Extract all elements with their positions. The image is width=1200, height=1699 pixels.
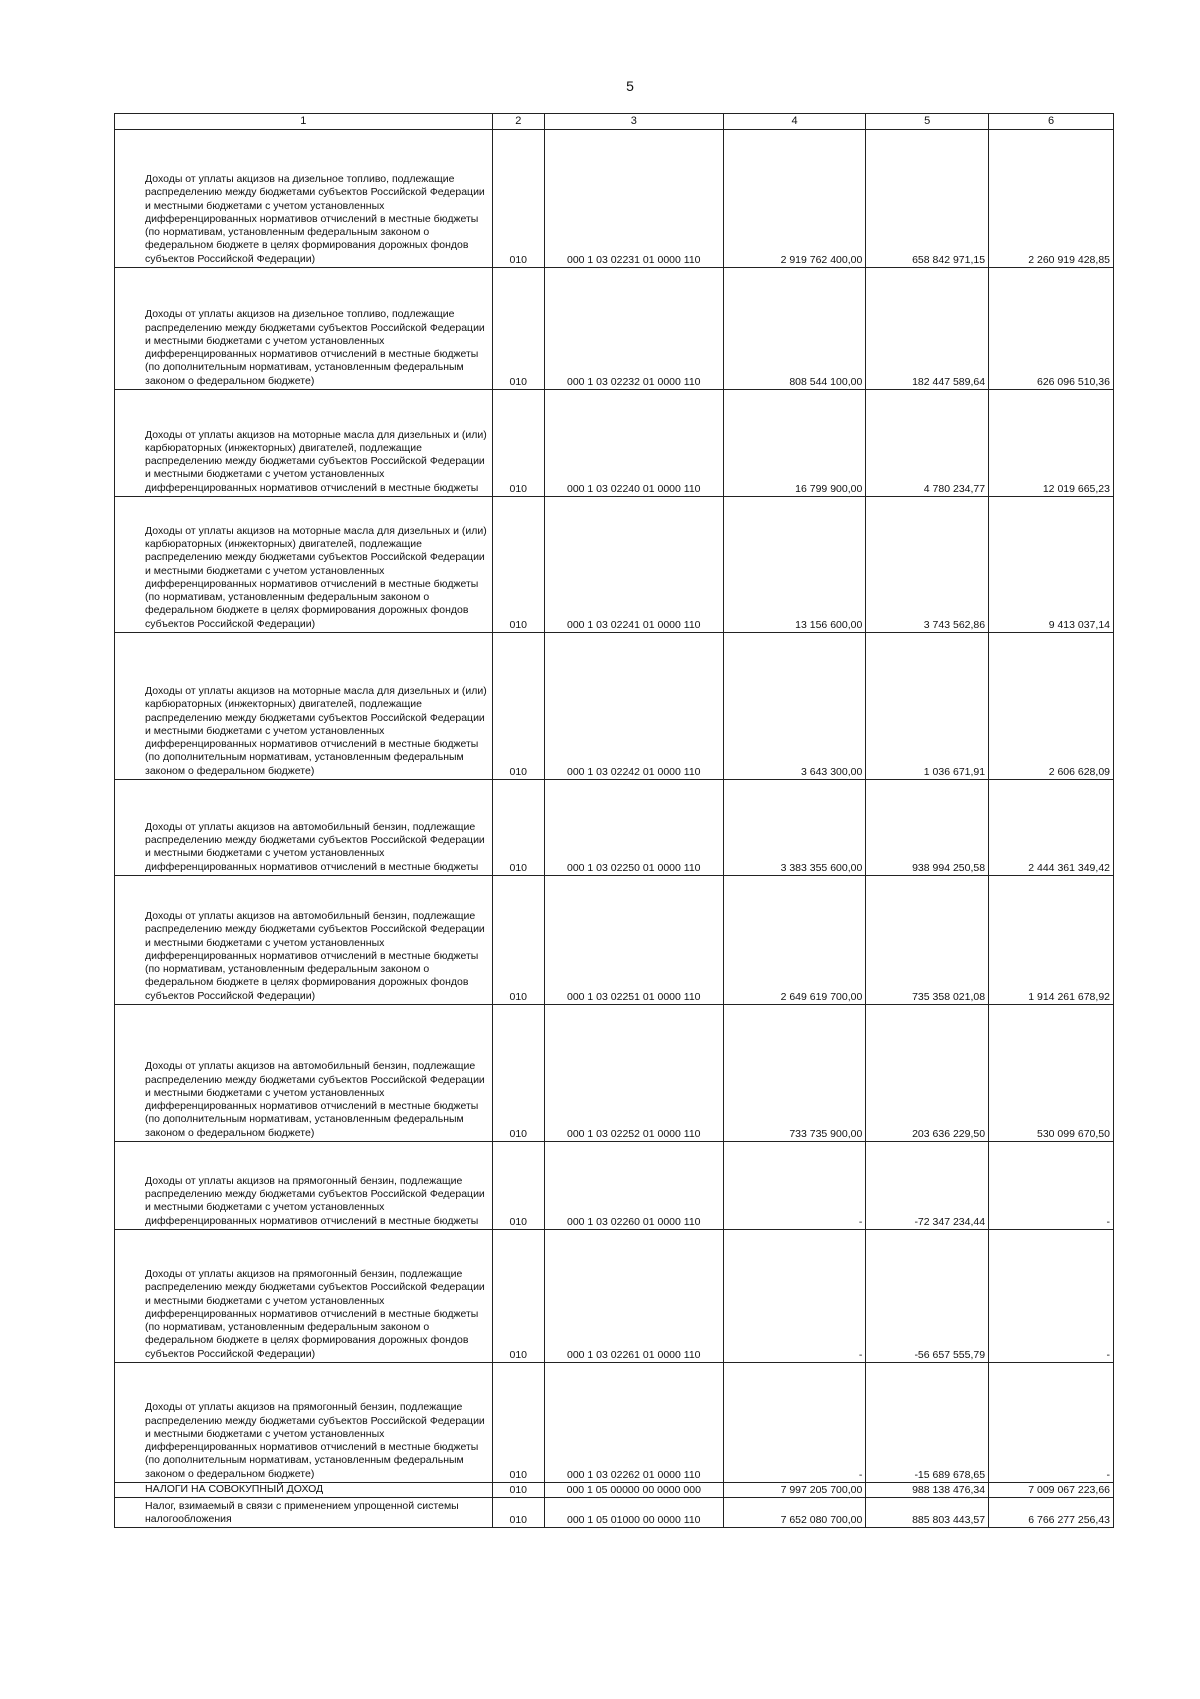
- table-row: [115, 130, 1114, 268]
- row-line-code: 010: [492, 1363, 544, 1483]
- row-description: Доходы от уплаты акцизов на моторные масла для дизельных и (или) карбюраторных (инжекторных) двигателей, подлежащие распределению между бюджетами субъектов Российской Федерации и местными бюджетами с учетом установленных дифференцированных нормативов отчислений в местные бюджеты: [115, 390, 493, 497]
- row-line-code: 010: [492, 876, 544, 1005]
- row-line-code: 010: [492, 1498, 544, 1528]
- income-table: [114, 113, 1114, 1528]
- row-description: Доходы от уплаты акцизов на дизельное топливо, подлежащие распределению между бюджетами субъектов Российской Федерации и местными бюджетами с учетом установленных дифференцированных нормативов отчислений в местные бюджеты (по нормативам, установленным федеральным законом о федеральном бюджете в целях формирования дорожных фондов субъектов Российской Федерации): [115, 130, 493, 268]
- row-budget-code: 000 1 03 02250 01 0000 110: [544, 780, 723, 876]
- row-budget-code: 000 1 03 02262 01 0000 110: [544, 1363, 723, 1483]
- row-approved-amount: 13 156 600,00: [723, 497, 866, 633]
- table-row: [115, 1005, 1114, 1142]
- row-budget-code: 000 1 03 02232 01 0000 110: [544, 268, 723, 390]
- row-executed-amount: 885 803 443,57: [866, 1498, 989, 1528]
- row-approved-amount: -: [723, 1230, 866, 1363]
- row-unexecuted-amount: -: [989, 1230, 1114, 1363]
- row-approved-amount: 16 799 900,00: [723, 390, 866, 497]
- row-line-code: 010: [492, 268, 544, 390]
- row-budget-code: 000 1 05 00000 00 0000 000: [544, 1483, 723, 1498]
- row-description: Налог, взимаемый в связи с применением упрощенной системы налогообложения: [115, 1498, 493, 1528]
- row-budget-code: 000 1 03 02241 01 0000 110: [544, 497, 723, 633]
- row-description: Доходы от уплаты акцизов на дизельное топливо, подлежащие распределению между бюджетами субъектов Российской Федерации и местными бюджетами с учетом установленных дифференцированных нормативов отчислений в местные бюджеты (по дополнительным нормативам, установленным федеральным законом о федеральном бюджете): [115, 268, 493, 390]
- row-approved-amount: 7 652 080 700,00: [723, 1498, 866, 1528]
- table-row: [115, 1498, 1114, 1528]
- row-executed-amount: 4 780 234,77: [866, 390, 989, 497]
- table-row: [115, 1363, 1114, 1483]
- row-line-code: 010: [492, 497, 544, 633]
- row-unexecuted-amount: 12 019 665,23: [989, 390, 1114, 497]
- column-header-5: 5: [866, 114, 989, 130]
- row-unexecuted-amount: -: [989, 1142, 1114, 1230]
- row-executed-amount: 203 636 229,50: [866, 1005, 989, 1142]
- table-row: [115, 390, 1114, 497]
- row-executed-amount: -15 689 678,65: [866, 1363, 989, 1483]
- row-line-code: 010: [492, 1142, 544, 1230]
- row-executed-amount: 182 447 589,64: [866, 268, 989, 390]
- row-line-code: 010: [492, 1230, 544, 1363]
- row-approved-amount: 3 643 300,00: [723, 633, 866, 780]
- table-row: [115, 780, 1114, 876]
- row-description: Доходы от уплаты акцизов на прямогонный бензин, подлежащие распределению между бюджетами субъектов Российской Федерации и местными бюджетами с учетом установленных дифференцированных нормативов отчислений в местные бюджеты (по нормативам, установленным федеральным законом о федеральном бюджете в целях формирования дорожных фондов субъектов Российской Федерации): [115, 1230, 493, 1363]
- row-unexecuted-amount: 7 009 067 223,66: [989, 1483, 1114, 1498]
- row-approved-amount: 2 649 619 700,00: [723, 876, 866, 1005]
- row-executed-amount: 988 138 476,34: [866, 1483, 989, 1498]
- row-executed-amount: 3 743 562,86: [866, 497, 989, 633]
- table-row: [115, 1483, 1114, 1498]
- row-unexecuted-amount: 2 444 361 349,42: [989, 780, 1114, 876]
- row-budget-code: 000 1 03 02242 01 0000 110: [544, 633, 723, 780]
- row-line-code: 010: [492, 1005, 544, 1142]
- row-line-code: 010: [492, 390, 544, 497]
- row-description: Доходы от уплаты акцизов на прямогонный бензин, подлежащие распределению между бюджетами субъектов Российской Федерации и местными бюджетами с учетом установленных дифференцированных нормативов отчислений в местные бюджеты: [115, 1142, 493, 1230]
- row-description: Доходы от уплаты акцизов на автомобильный бензин, подлежащие распределению между бюджетами субъектов Российской Федерации и местными бюджетами с учетом установленных дифференцированных нормативов отчислений в местные бюджеты (по дополнительным нормативам, установленным федеральным законом о федеральном бюджете): [115, 1005, 493, 1142]
- row-description: Доходы от уплаты акцизов на моторные масла для дизельных и (или) карбюраторных (инжекторных) двигателей, подлежащие распределению между бюджетами субъектов Российской Федерации и местными бюджетами с учетом установленных дифференцированных нормативов отчислений в местные бюджеты (по нормативам, установленным федеральным законом о федеральном бюджете в целях формирования дорожных фондов субъектов Российской Федерации): [115, 497, 493, 633]
- row-unexecuted-amount: 626 096 510,36: [989, 268, 1114, 390]
- page-number: 5: [626, 78, 634, 94]
- row-line-code: 010: [492, 130, 544, 268]
- table-row: [115, 633, 1114, 780]
- row-budget-code: 000 1 03 02261 01 0000 110: [544, 1230, 723, 1363]
- row-unexecuted-amount: 2 606 628,09: [989, 633, 1114, 780]
- row-budget-code: 000 1 03 02251 01 0000 110: [544, 876, 723, 1005]
- row-budget-code: 000 1 03 02231 01 0000 110: [544, 130, 723, 268]
- row-approved-amount: 808 544 100,00: [723, 268, 866, 390]
- row-approved-amount: -: [723, 1363, 866, 1483]
- row-line-code: 010: [492, 633, 544, 780]
- column-number-row: [115, 114, 1114, 130]
- column-header-1: 1: [115, 114, 493, 130]
- row-description: Доходы от уплаты акцизов на автомобильный бензин, подлежащие распределению между бюджетами субъектов Российской Федерации и местными бюджетами с учетом установленных дифференцированных нормативов отчислений в местные бюджеты: [115, 780, 493, 876]
- table-row: [115, 1142, 1114, 1230]
- row-executed-amount: -72 347 234,44: [866, 1142, 989, 1230]
- row-approved-amount: 7 997 205 700,00: [723, 1483, 866, 1498]
- table-row: [115, 876, 1114, 1005]
- table-row: [115, 497, 1114, 633]
- row-executed-amount: 658 842 971,15: [866, 130, 989, 268]
- row-description: НАЛОГИ НА СОВОКУПНЫЙ ДОХОД: [115, 1483, 493, 1498]
- row-approved-amount: 733 735 900,00: [723, 1005, 866, 1142]
- table-row: [115, 1230, 1114, 1363]
- row-approved-amount: -: [723, 1142, 866, 1230]
- row-budget-code: 000 1 05 01000 00 0000 110: [544, 1498, 723, 1528]
- row-unexecuted-amount: 9 413 037,14: [989, 497, 1114, 633]
- row-unexecuted-amount: 1 914 261 678,92: [989, 876, 1114, 1005]
- row-budget-code: 000 1 03 02240 01 0000 110: [544, 390, 723, 497]
- row-unexecuted-amount: 2 260 919 428,85: [989, 130, 1114, 268]
- column-header-2: 2: [492, 114, 544, 130]
- row-line-code: 010: [492, 780, 544, 876]
- row-unexecuted-amount: -: [989, 1363, 1114, 1483]
- row-description: Доходы от уплаты акцизов на автомобильный бензин, подлежащие распределению между бюджетами субъектов Российской Федерации и местными бюджетами с учетом установленных дифференцированных нормативов отчислений в местные бюджеты (по нормативам, установленным федеральным законом о федеральном бюджете в целях формирования дорожных фондов субъектов Российской Федерации): [115, 876, 493, 1005]
- row-budget-code: 000 1 03 02260 01 0000 110: [544, 1142, 723, 1230]
- row-budget-code: 000 1 03 02252 01 0000 110: [544, 1005, 723, 1142]
- column-header-4: 4: [723, 114, 866, 130]
- row-executed-amount: -56 657 555,79: [866, 1230, 989, 1363]
- row-approved-amount: 2 919 762 400,00: [723, 130, 866, 268]
- row-approved-amount: 3 383 355 600,00: [723, 780, 866, 876]
- column-header-3: 3: [544, 114, 723, 130]
- row-executed-amount: 735 358 021,08: [866, 876, 989, 1005]
- table-row: [115, 268, 1114, 390]
- row-unexecuted-amount: 530 099 670,50: [989, 1005, 1114, 1142]
- row-executed-amount: 1 036 671,91: [866, 633, 989, 780]
- row-description: Доходы от уплаты акцизов на моторные масла для дизельных и (или) карбюраторных (инжекторных) двигателей, подлежащие распределению между бюджетами субъектов Российской Федерации и местными бюджетами с учетом установленных дифференцированных нормативов отчислений в местные бюджеты (по дополнительным нормативам, установленным федеральным законом о федеральном бюджете): [115, 633, 493, 780]
- row-executed-amount: 938 994 250,58: [866, 780, 989, 876]
- row-line-code: 010: [492, 1483, 544, 1498]
- row-unexecuted-amount: 6 766 277 256,43: [989, 1498, 1114, 1528]
- column-header-6: 6: [989, 114, 1114, 130]
- row-description: Доходы от уплаты акцизов на прямогонный бензин, подлежащие распределению между бюджетами субъектов Российской Федерации и местными бюджетами с учетом установленных дифференцированных нормативов отчислений в местные бюджеты (по дополнительным нормативам, установленным федеральным законом о федеральном бюджете): [115, 1363, 493, 1483]
